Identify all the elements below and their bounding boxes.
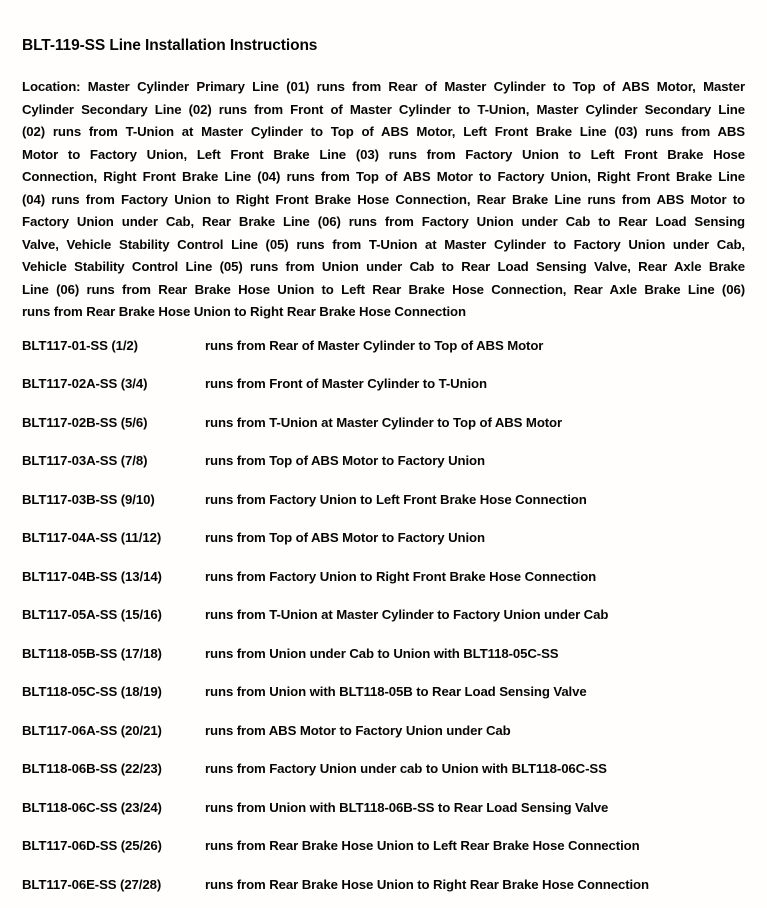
line-part-number: BLT117-05A-SS (15/16) xyxy=(22,607,162,622)
line-row xyxy=(22,607,745,646)
line-description: runs from Union with BLT118-06B-SS to Rear Load Sensing Valve xyxy=(205,799,609,815)
line-row xyxy=(22,877,745,908)
line-row xyxy=(22,723,745,762)
line-part-number: BLT117-01-SS (1/2) xyxy=(22,337,138,353)
line-description: runs from T-Union at Master Cylinder to Top of ABS Motor xyxy=(205,414,563,430)
line-description: runs from T-Union at Master Cylinder to Factory Union under Cab xyxy=(205,607,609,622)
line-row xyxy=(22,492,745,531)
location-paragraph-line: Factory Union under Cab, Rear Brake Line (06) runs from Factory Union under Cab to Rear Load Sensing xyxy=(22,214,745,229)
line-row xyxy=(22,646,745,685)
location-paragraph-line: Vehicle Stability Control Line (05) runs from Union under Cab to Rear Load Sensing Valve, Rear Axle Brake xyxy=(22,259,745,274)
line-part-number: BLT117-02B-SS (5/6) xyxy=(22,414,148,430)
line-row xyxy=(22,569,745,608)
line-row xyxy=(22,453,745,492)
location-paragraph-line: (04) runs from Factory Union to Right Front Brake Hose Connection, Rear Brake Line runs from ABS Motor to xyxy=(22,191,745,207)
line-row xyxy=(22,338,745,377)
location-paragraph-line: (02) runs from T-Union at Master Cylinder to Top of ABS Motor, Left Front Brake Line (03) runs from ABS xyxy=(22,124,745,139)
line-description: runs from Top of ABS Motor to Factory Union xyxy=(205,530,485,545)
line-description: runs from Front of Master Cylinder to T-Union xyxy=(205,376,487,391)
line-part-number: BLT117-06A-SS (20/21) xyxy=(22,722,162,738)
line-description: runs from Factory Union to Left Front Brake Hose Connection xyxy=(205,491,587,507)
line-row xyxy=(22,684,745,723)
location-paragraph-line: Valve, Vehicle Stability Control Line (05) runs from T-Union at Master Cylinder to Factory Union under Cab, xyxy=(22,236,745,252)
line-row xyxy=(22,415,745,454)
line-part-number: BLT118-05C-SS (18/19) xyxy=(22,684,162,699)
page-title: BLT-119-SS Line Installation Instructions xyxy=(22,37,318,54)
line-part-number: BLT118-06C-SS (23/24) xyxy=(22,799,162,815)
line-part-number: BLT118-06B-SS (22/23) xyxy=(22,761,162,776)
line-description: runs from Rear Brake Hose Union to Left Rear Brake Hose Connection xyxy=(205,838,640,853)
line-part-number: BLT117-03B-SS (9/10) xyxy=(22,491,155,507)
location-paragraph-line: Connection, Right Front Brake Line (04) runs from Top of ABS Motor to Factory Union, Right Front Brake Line xyxy=(22,169,745,184)
location-paragraph-line: Line (06) runs from Rear Brake Hose Union to Left Rear Brake Hose Connection, Rear Axle Brake Line (06) xyxy=(22,281,745,297)
line-description: runs from Top of ABS Motor to Factory Union xyxy=(205,453,485,468)
line-part-number: BLT117-06E-SS (27/28) xyxy=(22,876,162,892)
line-description: runs from Factory Union under cab to Union with BLT118-06C-SS xyxy=(205,761,607,776)
line-row xyxy=(22,761,745,800)
line-description: runs from Factory Union to Right Front Brake Hose Connection xyxy=(205,568,597,584)
line-row xyxy=(22,376,745,415)
line-row xyxy=(22,838,745,877)
line-part-number: BLT117-03A-SS (7/8) xyxy=(22,453,148,468)
line-description: runs from Rear Brake Hose Union to Right Rear Brake Hose Connection xyxy=(205,876,649,892)
location-paragraph-line: Motor to Factory Union, Left Front Brake Line (03) runs from Factory Union to Left Front Brake Hose xyxy=(22,146,745,162)
location-paragraph xyxy=(22,76,745,324)
location-paragraph-line: Location: Master Cylinder Primary Line (01) runs from Rear of Master Cylinder to Top of ABS Motor, Master xyxy=(22,79,745,94)
line-part-number: BLT118-05B-SS (17/18) xyxy=(22,645,162,661)
location-paragraph-line: runs from Rear Brake Hose Union to Right Rear Brake Hose Connection xyxy=(22,304,466,319)
line-description: runs from Union under Cab to Union with BLT118-05C-SS xyxy=(205,645,559,661)
line-row xyxy=(22,800,745,839)
line-part-number: BLT117-02A-SS (3/4) xyxy=(22,376,148,391)
line-row xyxy=(22,530,745,569)
line-description: runs from Union with BLT118-05B to Rear Load Sensing Valve xyxy=(205,684,587,699)
location-paragraph-line: Cylinder Secondary Line (02) runs from Front of Master Cylinder to T-Union, Master Cylinder Secondary Line xyxy=(22,101,745,117)
line-part-number: BLT117-04B-SS (13/14) xyxy=(22,568,162,584)
line-part-number: BLT117-04A-SS (11/12) xyxy=(22,530,162,545)
line-description: runs from ABS Motor to Factory Union under Cab xyxy=(205,722,511,738)
line-description: runs from Rear of Master Cylinder to Top of ABS Motor xyxy=(205,337,544,353)
line-list xyxy=(22,338,745,908)
line-part-number: BLT117-06D-SS (25/26) xyxy=(22,838,162,853)
